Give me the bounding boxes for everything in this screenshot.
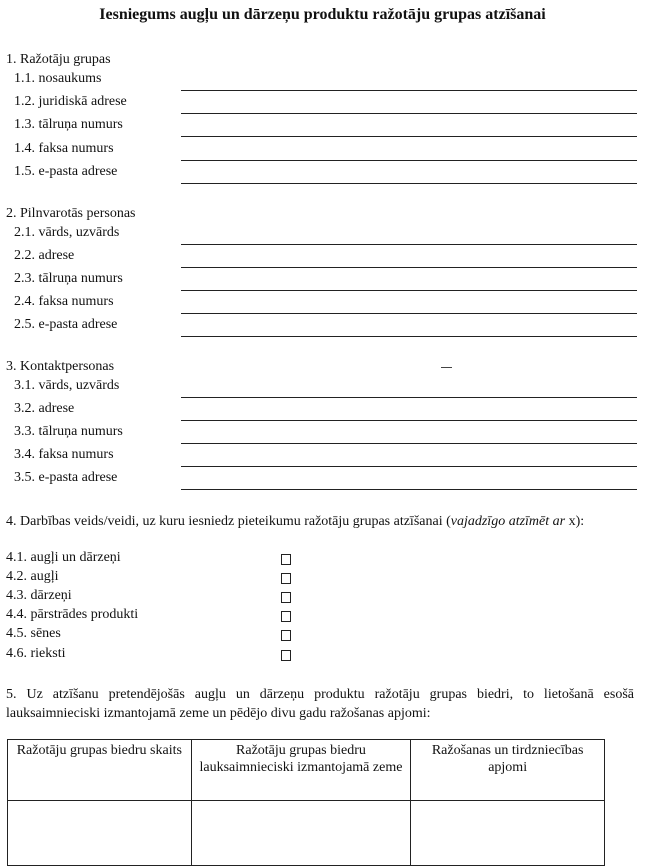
- option-4-2-label: 4.2. augļi: [6, 569, 59, 584]
- field-3-4-line[interactable]: [181, 466, 637, 467]
- section-4-intro-italic: vajadzīgo atzīmēt ar: [450, 514, 566, 529]
- members-table-header-row: [8, 740, 605, 801]
- field-1-3-label: 1.3. tālruņa numurs: [14, 117, 123, 132]
- column-header-production-volume: Ražošanas un tirdzniecības apjomi: [411, 740, 605, 801]
- field-1-1-line[interactable]: [181, 90, 637, 91]
- field-2-3-line[interactable]: [181, 290, 637, 291]
- field-3-5-label: 3.5. e-pasta adrese: [14, 470, 118, 485]
- document-title: Iesniegums augļu un dārzeņu produktu ražotāju grupas atzīšanai: [99, 6, 546, 23]
- section-1-heading: 1. Ražotāju grupas: [6, 52, 111, 67]
- field-2-4-label: 2.4. faksa numurs: [14, 294, 114, 309]
- section-4-intro-end: x):: [565, 514, 585, 529]
- field-1-2-label: 1.2. juridiskā adrese: [14, 94, 127, 109]
- field-3-3-line[interactable]: [181, 443, 637, 444]
- section-3-heading: 3. Kontaktpersonas: [6, 359, 115, 374]
- option-4-5-label: 4.5. sēnes: [6, 626, 61, 641]
- column-header-agricultural-land: Ražotāju grupas biedru lauksaimnieciski izmantojamā zeme: [191, 740, 411, 801]
- option-4-6-label: 4.6. rieksti: [6, 646, 66, 661]
- field-2-2-line[interactable]: [181, 267, 637, 268]
- section-4-intro: [6, 512, 634, 531]
- field-3-2-label: 3.2. adrese: [14, 401, 75, 416]
- section-4-intro-text: 4. Darbības veids/veidi, uz kuru iesniedz pieteikumu ražotāju grupas atzīšanai (: [6, 514, 451, 529]
- option-4-4-checkbox[interactable]: [281, 611, 291, 622]
- field-2-1-label: 2.1. vārds, uzvārds: [14, 225, 120, 240]
- field-3-4-label: 3.4. faksa numurs: [14, 447, 114, 462]
- field-3-5-line[interactable]: [181, 489, 637, 490]
- section-5-text: 5. Uz atzīšanu pretendējošās augļu un dārzeņu produktu ražotāju grupas biedri, to lietošanā esošā lauksaimnieciski izmantojamā zeme un pēdējo divu gadu ražošanas apjomi:: [6, 687, 634, 721]
- option-4-6-checkbox[interactable]: [281, 650, 291, 661]
- field-1-3-line[interactable]: [181, 136, 637, 137]
- field-3-1-label: 3.1. vārds, uzvārds: [14, 378, 120, 393]
- field-2-1-line[interactable]: [181, 244, 637, 245]
- field-1-5-label: 1.5. e-pasta adrese: [14, 164, 118, 179]
- stray-mark: [441, 367, 452, 368]
- members-table: [7, 739, 605, 866]
- field-1-4-line[interactable]: [181, 160, 637, 161]
- section-2-heading: 2. Pilnvarotās personas: [6, 206, 136, 221]
- field-2-3-label: 2.3. tālruņa numurs: [14, 271, 123, 286]
- field-1-2-line[interactable]: [181, 113, 637, 114]
- option-4-3-label: 4.3. dārzeņi: [6, 588, 72, 603]
- field-3-2-line[interactable]: [181, 420, 637, 421]
- field-1-1-label: 1.1. nosaukums: [14, 71, 102, 86]
- column-header-members-count: Ražotāju grupas biedru skaits: [8, 740, 192, 801]
- field-2-4-line[interactable]: [181, 313, 637, 314]
- field-2-5-label: 2.5. e-pasta adrese: [14, 317, 118, 332]
- field-2-2-label: 2.2. adrese: [14, 248, 75, 263]
- field-3-3-label: 3.3. tālruņa numurs: [14, 424, 123, 439]
- option-4-3-checkbox[interactable]: [281, 592, 291, 603]
- option-4-1-checkbox[interactable]: [281, 554, 291, 565]
- field-1-5-line[interactable]: [181, 183, 637, 184]
- field-2-5-line[interactable]: [181, 336, 637, 337]
- field-3-1-line[interactable]: [181, 397, 637, 398]
- option-4-4-label: 4.4. pārstrādes produkti: [6, 607, 139, 622]
- field-1-4-label: 1.4. faksa numurs: [14, 141, 114, 156]
- option-4-5-checkbox[interactable]: [281, 630, 291, 641]
- option-4-2-checkbox[interactable]: [281, 573, 291, 584]
- option-4-1-label: 4.1. augļi un dārzeņi: [6, 550, 121, 565]
